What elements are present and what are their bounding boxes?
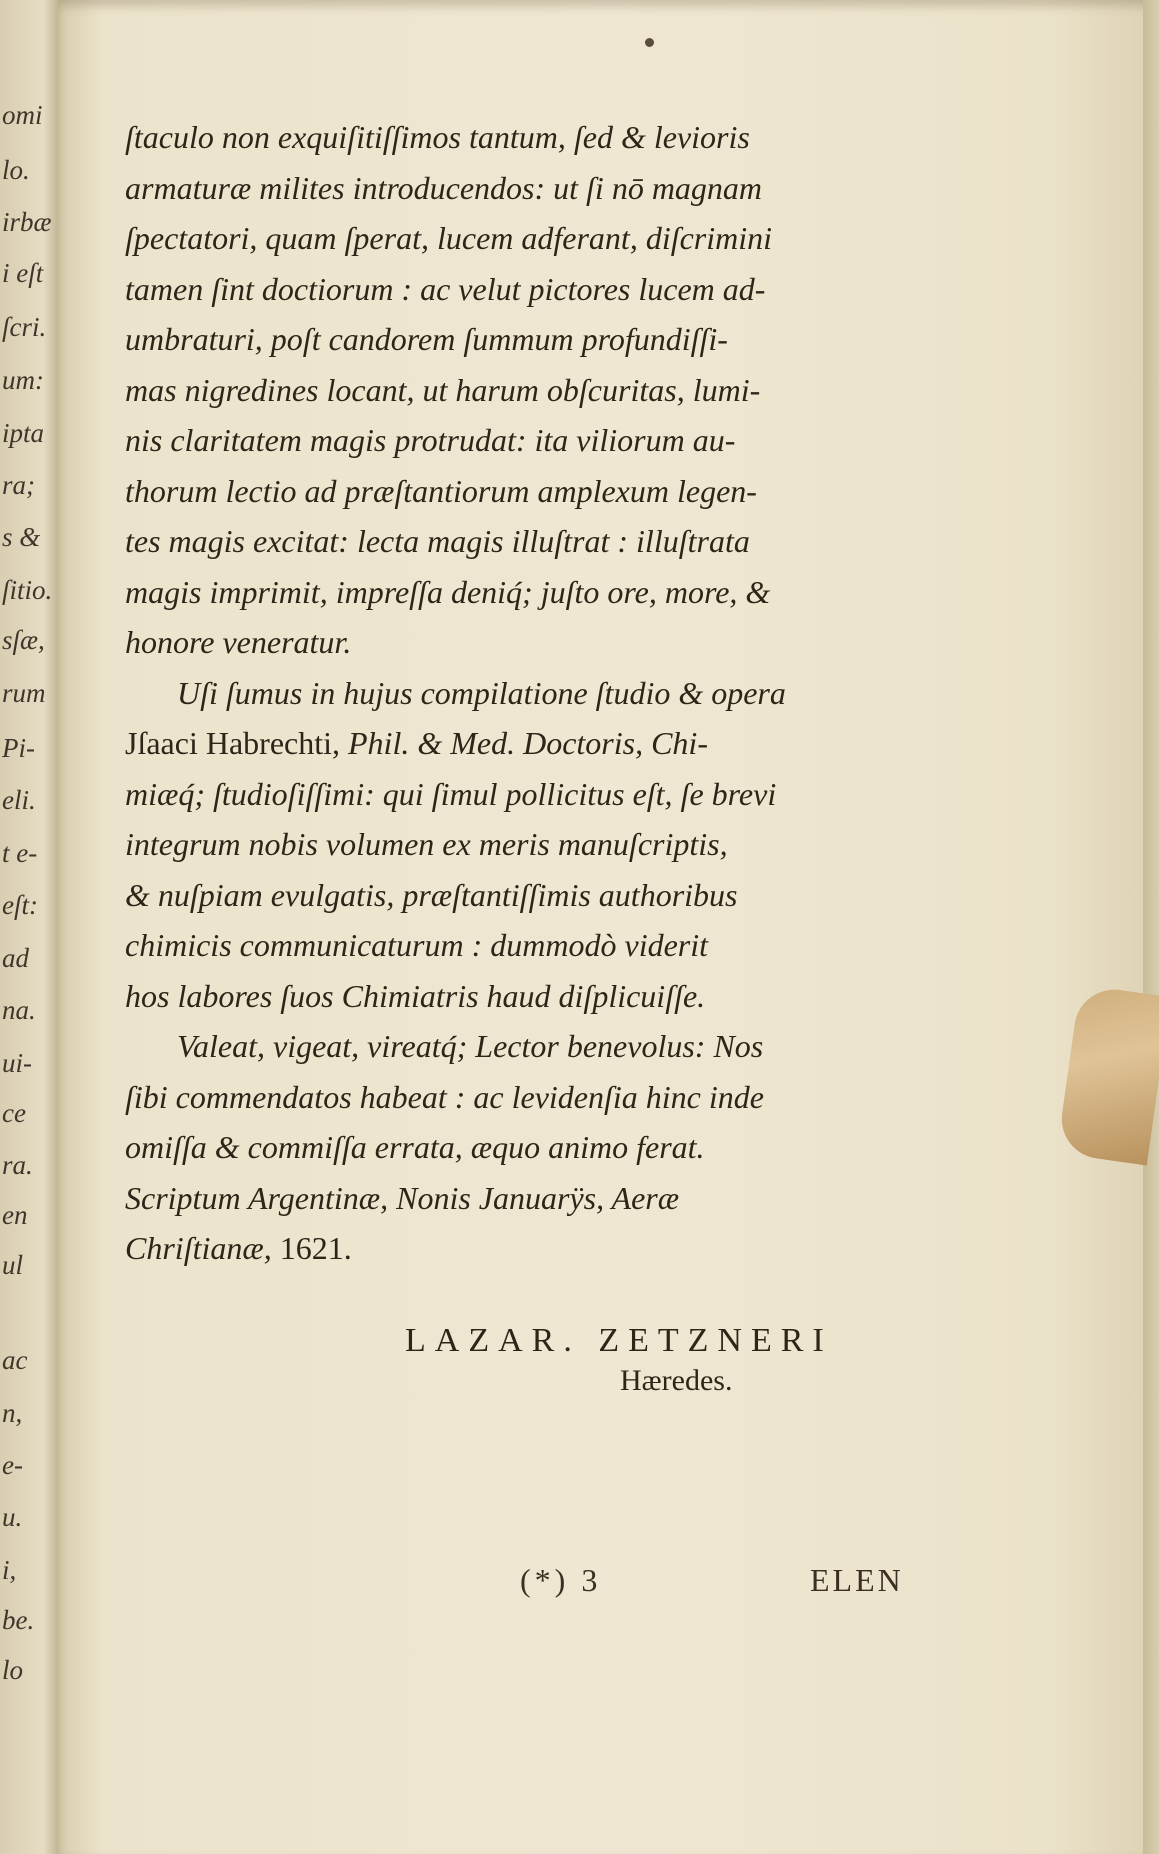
text-line: Valeat, vigeat, vireatq́; Lector benevolus: Nos <box>177 1028 764 1064</box>
facing-page-fragment-text: ac <box>2 1345 28 1375</box>
author-title: Phil. & Med. Doctoris, Chi- <box>340 725 708 761</box>
facing-page-fragment-text: t e- <box>2 838 38 868</box>
text-line <box>125 1223 965 1274</box>
catchword: ELEN <box>810 1562 904 1598</box>
facing-page-fragment-text: s & <box>2 522 41 552</box>
facing-page-fragment-text: e- <box>2 1450 23 1480</box>
facing-page-fragment-text: ui- <box>2 1048 32 1078</box>
page-edge <box>1143 0 1159 1854</box>
text-line: ſibi commendatos habeat : ac levidenſia hinc inde <box>125 1078 764 1115</box>
facing-page-fragment-text: lo. <box>2 155 30 185</box>
facing-page-fragment-text: ſcri. <box>2 312 47 342</box>
facing-page-fragment-text: ad <box>2 943 29 973</box>
text-line: tes magis excitat: lecta magis illuſtrat : illuſtrata <box>125 523 750 559</box>
facing-page-fragment-text: ce <box>2 1098 26 1128</box>
facing-page-fragment-text: omi <box>2 100 43 130</box>
facing-page-fragment-text: ſitio. <box>2 575 53 605</box>
facing-page-fragment-text: ra. <box>2 1150 33 1180</box>
facing-page-fragment-text: u. <box>2 1502 23 1532</box>
text-line: Uſi ſumus in hujus compilatione ſtudio & opera <box>177 674 786 711</box>
text-line: magis imprimit, impreſſa deniq́; juſto ore, more, & <box>125 573 771 610</box>
text-line: nis claritatem magis protrudat: ita viliorum au- <box>125 422 736 458</box>
text-line: mas nigredines locant, ut harum obſcuritas, lumi- <box>125 371 761 408</box>
text-line <box>125 718 965 769</box>
facing-page-fragment-text: eſt: <box>2 890 38 920</box>
preface-text <box>125 112 965 1274</box>
author-name: Jſaaci Habrechti, <box>125 725 340 761</box>
text-line: umbraturi, poſt candorem ſummum profundiſſi- <box>125 321 728 357</box>
text-line: chimicis communicaturum : dummodò viderit <box>125 927 709 963</box>
printer-imprint <box>405 1322 965 1398</box>
year: 1621. <box>279 1230 352 1266</box>
facing-page-fragment-text: ipta <box>2 418 45 448</box>
facing-page-fragment-text: lo <box>2 1655 24 1685</box>
text-line: miæq́; ſtudioſiſſimi: qui ſimul pollicitus eſt, ſe brevi <box>125 775 777 812</box>
text-line: & nuſpiam evulgatis, præſtantiſſimis authoribus <box>125 876 738 913</box>
text-line: omiſſa & commiſſa errata, æquo animo ferat. <box>125 1129 705 1165</box>
text-line: Scriptum Argentinæ, Nonis Januarÿs, Aeræ <box>125 1179 680 1216</box>
signature-mark: (*) 3 <box>520 1562 602 1598</box>
text-line: hos labores ſuos Chimiatris haud diſplicuiſſe. <box>125 977 706 1014</box>
text-line: integrum nobis volumen ex meris manuſcriptis, <box>125 826 728 862</box>
facing-page-fragment-text: Pi- <box>2 733 35 763</box>
facing-page-fragment-text: i, <box>2 1555 17 1585</box>
printer-name: LAZAR. ZETZNERI <box>405 1322 833 1359</box>
ink-mark <box>645 38 654 47</box>
text-line: tamen ſint doctiorum : ac velut pictores lucem ad- <box>125 270 766 307</box>
text-line: honore veneratur. <box>125 624 352 660</box>
text-line: armaturæ milites introducendos: ut ſi nō magnam <box>125 169 763 206</box>
era-text: Chriſtianæ, <box>125 1230 280 1266</box>
facing-page-fragment-text: i eſt <box>2 258 44 288</box>
facing-page-fragment-text: um: <box>2 365 44 395</box>
facing-page-fragment <box>0 0 62 1854</box>
facing-page-fragment-text: be. <box>2 1605 35 1635</box>
facing-page-fragment-text: rum <box>2 678 46 708</box>
facing-page-fragment-text: ra; <box>2 470 35 500</box>
facing-page-fragment-text: en <box>2 1200 28 1230</box>
text-line: thorum lectio ad præſtantiorum amplexum legen- <box>125 472 757 509</box>
text-line: ſpectatori, quam ſperat, lucem adferant, diſcrimini <box>125 220 773 256</box>
printer-heirs: Hæredes. <box>620 1364 733 1397</box>
facing-page-fragment-text: n, <box>2 1398 23 1428</box>
facing-page-fragment-text: ul <box>2 1250 24 1280</box>
facing-page-fragment-text: sſæ, <box>2 625 45 655</box>
facing-page-fragment-text: irbæ <box>2 207 52 237</box>
facing-page-fragment-text: eli. <box>2 785 36 815</box>
text-line: ſtaculo non exquiſitiſſimos tantum, ſed & levioris <box>125 119 750 155</box>
facing-page-fragment-text: na. <box>2 995 36 1025</box>
